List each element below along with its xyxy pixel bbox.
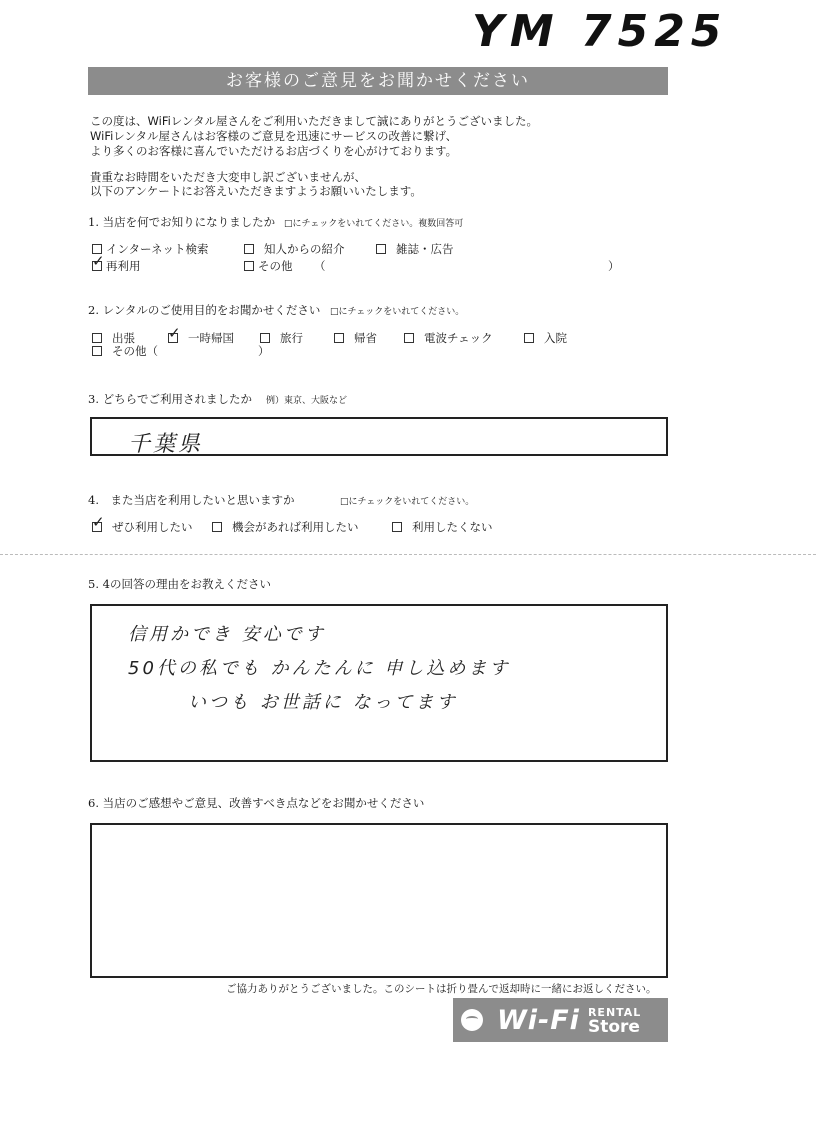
intro-line-1: この度は、WiFiレンタル屋さんをご利用いただきまして誠にありがとうございました。 — [90, 114, 539, 128]
page-title: お客様のご意見をお聞かせください — [88, 67, 668, 95]
q4-option-definitely[interactable]: ✓ ぜひ利用したい — [92, 513, 193, 534]
store-logo — [453, 998, 668, 1042]
checkbox[interactable] — [244, 261, 254, 271]
checkbox[interactable] — [260, 333, 270, 343]
q5-answer-line-3: いつも お世話に なってます — [188, 692, 458, 713]
intro-line-3: より多くのお客様に喜んでいただけるお店づくりを心がけております。 — [90, 144, 458, 158]
logo-main-text: Wi-Fi — [497, 1004, 580, 1036]
q2-note: □にチェックをいれてください。 — [330, 307, 465, 317]
q1-option-referral[interactable]: 知人からの紹介 — [244, 241, 345, 257]
q6-title: 6. 当店のご感想やご意見、改善すべき点などをお聞かせください — [88, 796, 425, 810]
q2-option-signal-check[interactable]: 電波チェック — [404, 330, 493, 346]
checkbox[interactable] — [392, 522, 402, 532]
logo-store-text: Store — [587, 1017, 640, 1037]
q5-answer-field[interactable] — [90, 604, 668, 762]
q1-option-reuse[interactable]: ✓ 再利用 — [92, 252, 141, 273]
q5-answer-line-2: 50代の私でも かんたんに 申し込めます — [128, 658, 511, 679]
q1-other-close: ） — [608, 259, 620, 273]
checkbox[interactable] — [92, 252, 108, 271]
intro-line-4: 貴重なお時間をいただき大変申し訳ございませんが、 — [90, 170, 366, 184]
form-id: YM 7525 — [472, 6, 728, 57]
logo-sub — [587, 1006, 642, 1037]
q3-answer-text: 千葉県 — [128, 432, 204, 457]
q1-option-internet[interactable]: インターネット検索 — [92, 241, 208, 257]
checkbox[interactable] — [376, 244, 386, 254]
q1-option-other[interactable]: その他 — [244, 258, 293, 274]
q1-other-open: （ — [314, 259, 326, 273]
q4-option-if-chance[interactable]: 機会があれば利用したい — [212, 519, 359, 535]
q4-option-no[interactable]: 利用したくない — [392, 519, 493, 535]
checkbox[interactable] — [92, 346, 102, 356]
q1-note: □にチェックをいれてください。複数回答可 — [284, 219, 464, 229]
q2-other-close: ） — [258, 344, 270, 358]
q1-option-magazine[interactable]: 雑誌・広告 — [376, 241, 454, 257]
q5-answer-line-1: 信用かでき 安心です — [128, 624, 326, 645]
check-mark: ✓ — [92, 252, 108, 270]
footer-thanks: ご協力ありがとうございました。このシートは折り畳んで返却時に一緒にお返しください。 — [226, 983, 657, 995]
fold-line — [0, 554, 816, 555]
intro-line-2: WiFiレンタル屋さんはお客様のご意見を迅速にサービスの改善に繋げ、 — [90, 129, 458, 143]
q6-answer-field[interactable] — [90, 823, 668, 978]
q2-option-hospital[interactable]: 入院 — [524, 330, 567, 346]
q2-option-homecoming[interactable]: 帰省 — [334, 330, 377, 346]
q3-answer-field[interactable] — [90, 417, 668, 456]
q3-title: 3. どちらでご利用されましたか — [88, 392, 253, 406]
mascot-icon — [461, 1009, 483, 1031]
q5-title: 5. 4の回答の理由をお教えください — [88, 577, 271, 591]
checkbox[interactable] — [404, 333, 414, 343]
checkbox[interactable] — [524, 333, 534, 343]
checkbox[interactable] — [92, 333, 102, 343]
logo-rental-text: RENTAL — [587, 1006, 642, 1019]
q2-option-temporary-return[interactable]: ✓ 一時帰国 — [168, 324, 234, 345]
checkbox[interactable] — [168, 324, 184, 343]
q1-title: 1. 当店を何でお知りになりましたか — [88, 215, 276, 229]
checkbox[interactable] — [92, 513, 108, 532]
q2-title: 2. レンタルのご使用目的をお聞かせください — [88, 303, 321, 317]
q4-note: □にチェックをいれてください。 — [340, 497, 475, 507]
q2-option-business[interactable]: 出張 — [92, 330, 135, 346]
q2-option-other[interactable]: その他（ — [92, 343, 158, 359]
q3-note: 例）東京、大阪など — [266, 396, 348, 406]
checkbox[interactable] — [244, 244, 254, 254]
q2-option-travel[interactable]: 旅行 — [260, 330, 303, 346]
q4-title: 4. また当店を利用したいと思いますか — [88, 493, 295, 507]
intro-line-5: 以下のアンケートにお答えいただきますようお願いいたします。 — [90, 184, 422, 198]
checkbox[interactable] — [212, 522, 222, 532]
check-mark: ✓ — [92, 513, 108, 531]
checkbox[interactable] — [334, 333, 344, 343]
check-mark: ✓ — [168, 324, 184, 342]
